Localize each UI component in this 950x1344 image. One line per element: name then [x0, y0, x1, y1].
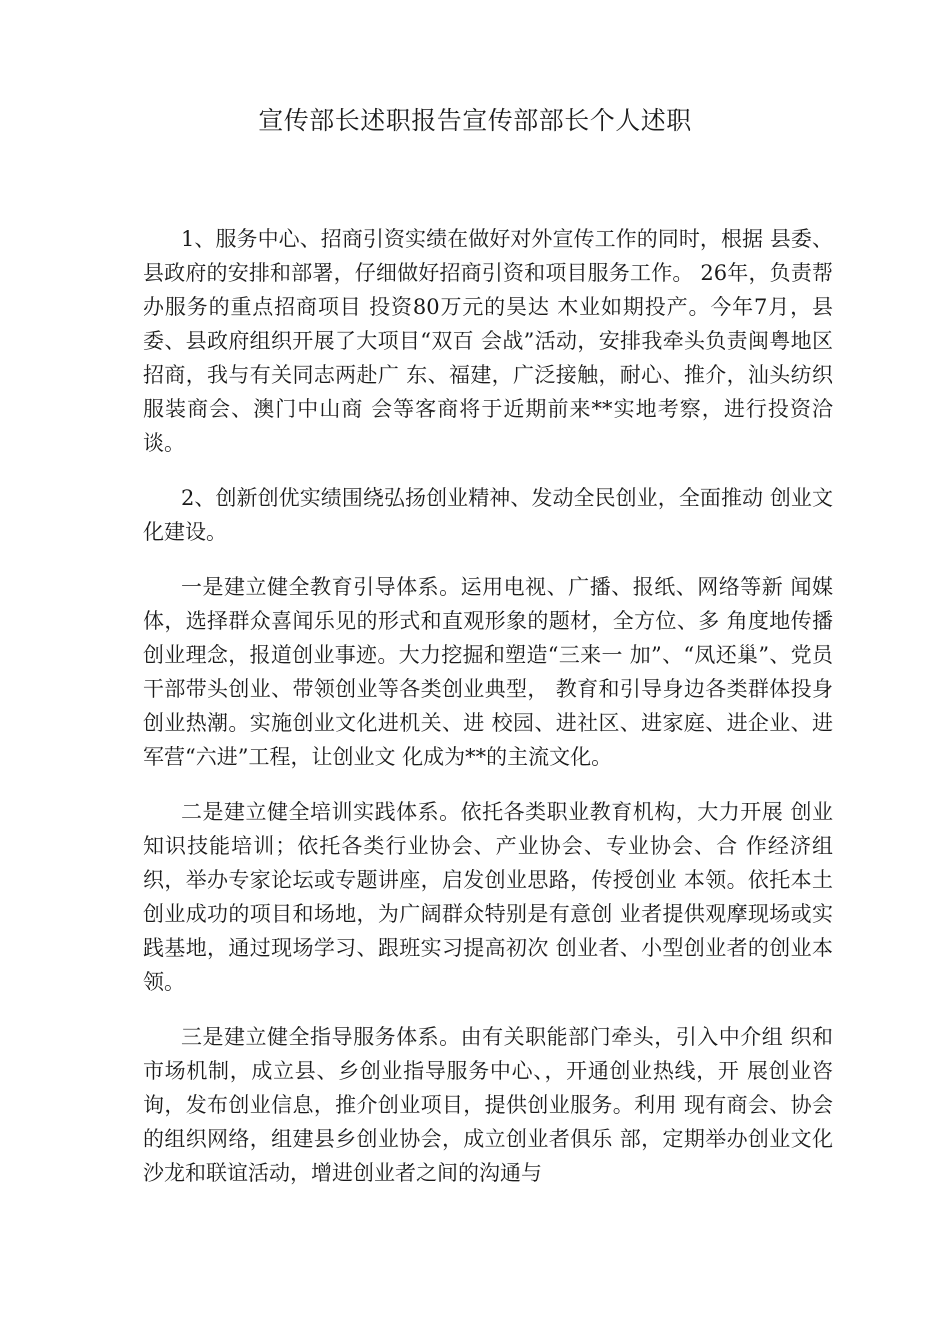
- paragraph-4: 二是建立健全培训实践体系。依托各类职业教育机构，大力开展 创业知识技能培训；依托各类行业协会、产业协会、专业协会、合 作经济组织，举办专家论坛或专题讲座，启发创业思路，传授创业 本领。依托本土创业成功的项目和场地，为广阔群众特别是有意创 业者提供观摩现场或实践基地，通过现场学习、跟班实习提高初次 创业者、小型创业者的创业本领。: [143, 800, 833, 994]
- paragraph-1: 1、服务中心、招商引资实绩在做好对外宣传工作的同时，根据 县委、县政府的安排和部署，仔细做好招商引资和项目服务工作。 26年，负责帮办服务的重点招商项目 投资80万元的昊达 木业如期投产。今年7月，县委、县政府组织开展了大项目“双百 会战”活动，安排我牵头负责闽粤地区招商，我与有关同志两赴广 东、福建，广泛接触，耐心、推介，汕头纺织服装商会、澳门中山商 会等客商将于近期前来**实地考察，进行投资洽谈。: [143, 227, 833, 455]
- paragraph-3: 一是建立健全教育引导体系。运用电视、广播、报纸、网络等新 闻媒体，选择群众喜闻乐见的形式和直观形象的题材，全方位、多 角度地传播创业理念，报道创业事迹。大力挖掘和塑造“三来一 加”、“凤还巢”、党员干部带头创业、带领创业等各类创业典型， 教育和引导身边各类群体投身创业热潮。实施创业文化进机关、进 校园、进社区、进家庭、进企业、进军营“六进”工程，让创业文 化成为**的主流文化。: [143, 575, 833, 769]
- paragraph-2: 2、创新创优实绩围绕弘扬创业精神、发动全民创业，全面推动 创业文化建设。: [143, 486, 833, 544]
- paragraph-5: 三是建立健全指导服务体系。由有关职能部门牵头，引入中介组 织和市场机制，成立县、乡创业指导服务中心、，开通创业热线，开 展创业咨询，发布创业信息，推介创业项目，提供创业服务。利用 现有商会、协会的组织网络，组建县乡创业协会，成立创业者俱乐 部，定期举办创业文化沙龙和联谊活动，增进创业者之间的沟通与: [143, 1025, 833, 1185]
- document-title: 宣传部长述职报告宣传部部长个人述职: [258, 106, 692, 135]
- document-body: [143, 222, 833, 1211]
